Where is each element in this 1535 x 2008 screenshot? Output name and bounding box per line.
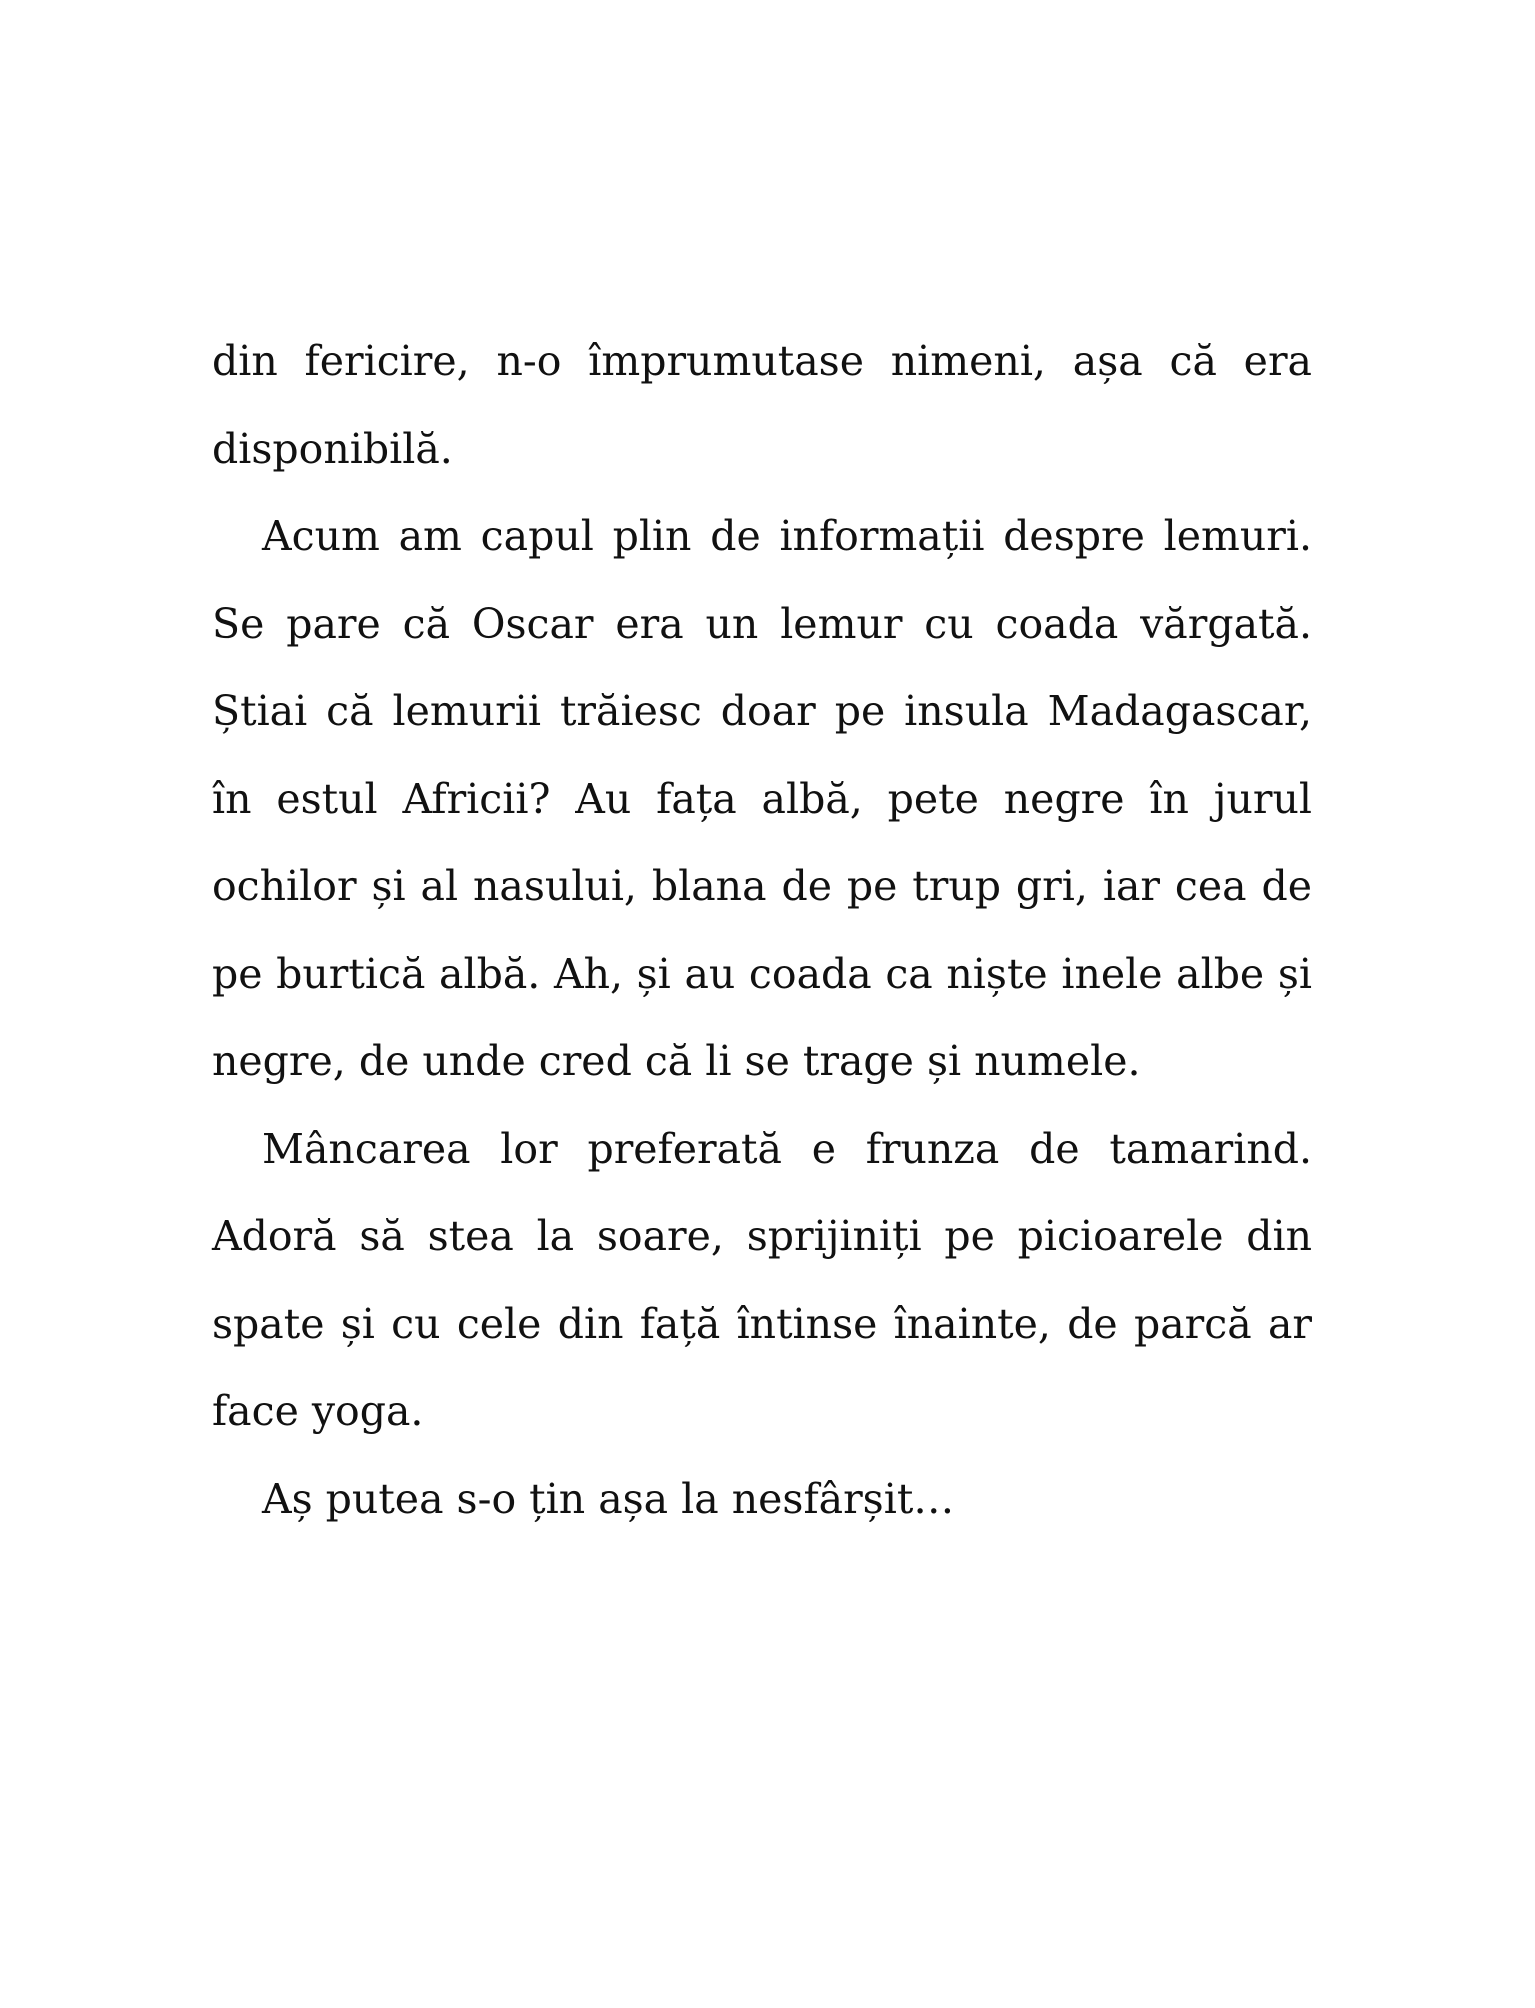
paragraph-closing: Aș putea s-o țin așa la nesfârșit… <box>262 1474 955 1523</box>
body-text <box>212 318 1312 1543</box>
paragraph-continuation: din fericire, n-o împrumutase nimeni, așa că era disponibilă. <box>212 337 1312 473</box>
paragraph-lemur-food: Mâncarea lor preferată e frunza de tamarind. Adoră să stea la soare, sprijiniți pe picioarele din spate și cu cele din față întinse înainte, de parcă ar face yoga. <box>212 1124 1312 1435</box>
paragraph-lemur-facts: Acum am capul plin de informații despre lemuri. Se pare că Oscar era un lemur cu coada vărgată. Știai că lemurii trăiesc doar pe insula Madagascar, în estul Africii? Au fața albă, pete negre în jurul ochilor și al nasului, blana de pe trup gri, iar cea de pe burtică albă. Ah, și au coada ca niște inele albe și negre, de unde cred că li se trage și numele. <box>212 512 1312 1085</box>
